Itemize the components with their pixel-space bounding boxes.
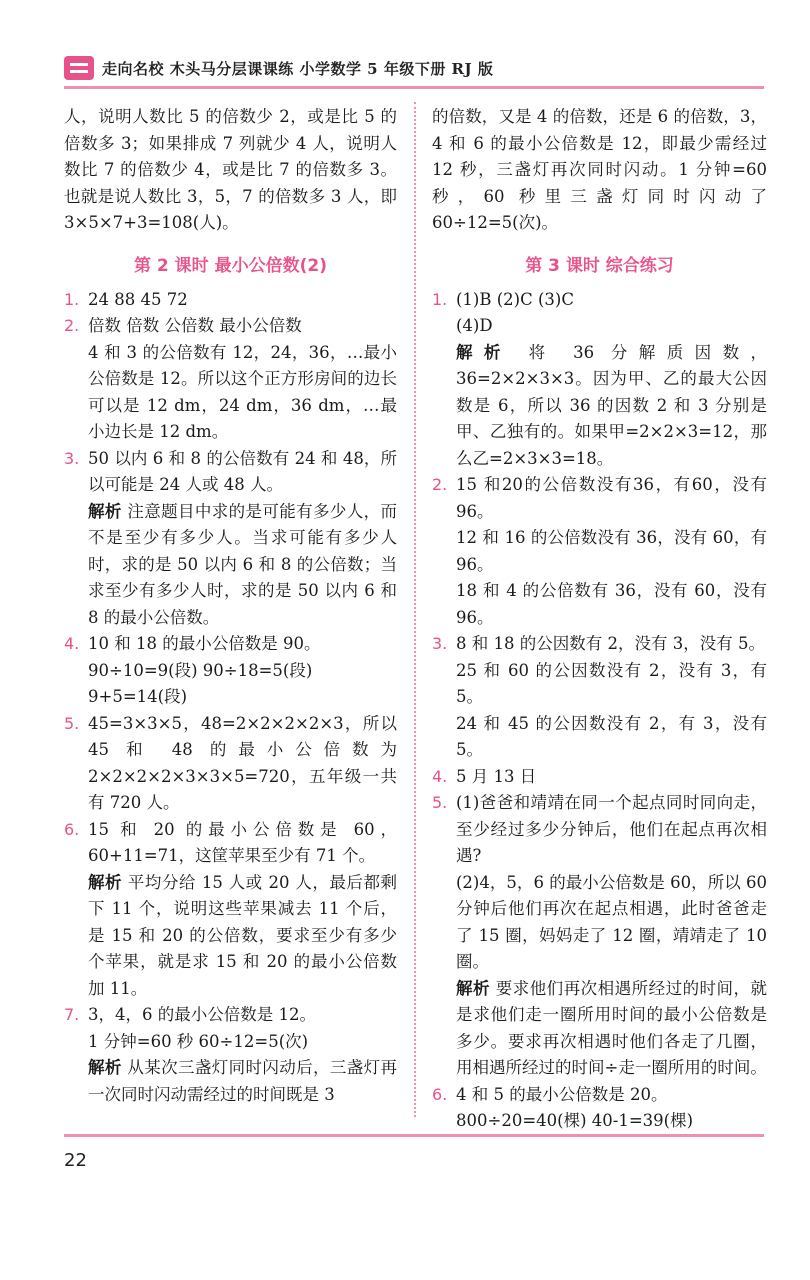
item-line: 15 和 20 的最小公倍数是 60，60+11=71，这筐苹果至少有 71 个。 [88, 819, 397, 865]
analysis-text: 将 36 分解质因数，36=2×2×3×3。因为甲、乙的最大公因数是 6，所以 36 的因数 2 和 3 分别是甲、乙独有的。如果甲=2×2×3=12，那么乙=2×3×3=18。 [456, 342, 768, 468]
item-line: 4 和 3 的公倍数有 12，24，36，…最小公倍数是 12。所以这个正方形房间的边长可以是 12 dm，24 dm，36 dm，…最小边长是 12 dm。 [88, 342, 397, 441]
item-line: 90÷10=9(段) 90÷18=5(段) [88, 660, 313, 680]
page-header [64, 48, 764, 94]
left-item-7 [64, 1002, 397, 1108]
item-number: 1. [64, 289, 80, 309]
item-number: 3. [64, 448, 80, 468]
item-line: 4 和 5 的最小公倍数是 20。 [456, 1084, 668, 1104]
right-section-title: 第 3 课时 综合练习 [525, 255, 674, 276]
item-line: 1 分钟=60 秒 60÷12=5(次) [88, 1031, 309, 1051]
right-item-6 [432, 1082, 767, 1135]
item-number: 3. [432, 634, 448, 653]
item-line: 9+5=14(段) [88, 687, 188, 706]
item-number: 5. [432, 793, 448, 812]
analysis-note [88, 1055, 397, 1108]
item-number: 2. [432, 475, 448, 494]
item-line: 24 88 45 72 [88, 289, 188, 309]
item-number: 4. [432, 766, 448, 786]
analysis-label: 解析 [456, 342, 512, 362]
item-number: 7. [64, 1005, 80, 1024]
analysis-label: 解析 [88, 501, 122, 521]
item-number: 1. [432, 289, 448, 309]
analysis-note [88, 499, 397, 632]
item-line: 18 和 4 的公倍数有 36，没有 60，没有 96。 [456, 581, 767, 627]
item-line: 45=3×3×5，48=2×2×2×2×3，所以 45 和 48 的最小公倍数为 2×2×2×2×3×3×5=720，五年级一共有 720 人。 [88, 713, 397, 812]
item-line: 50 以内 6 和 8 的公倍数有 24 和 48，所以可能是 24 人或 48 人。 [88, 448, 397, 494]
analysis-note [456, 340, 767, 473]
header-rule [64, 86, 764, 89]
left-section-title: 第 2 课时 最小公倍数(2) [134, 255, 327, 276]
left-item-1 [64, 287, 397, 314]
analysis-text: 从某次三盏灯同时闪动后，三盏灯再一次同时闪动需经过的时间既是 3 [88, 1058, 397, 1104]
item-line: (2)4，5，6 的最小公倍数是 60，所以 60 分钟后他们再次在起点相遇，此时爸爸走了 15 圈，妈妈走了 12 圈，靖靖走了 10 圈。 [456, 872, 767, 971]
right-item-2 [432, 472, 767, 631]
item-line: (4)D [456, 316, 493, 335]
analysis-text: 要求他们再次相遇所经过的时间，就是求他们走一圈所用时间的最小公倍数是多少。要求再次相遇时他们各走了几圈，用相遇所经过的时间÷走一圈所用的时间。 [456, 978, 768, 1077]
left-item-6 [64, 817, 397, 1003]
item-line: 10 和 18 的最小公倍数是 90。 [88, 634, 321, 653]
right-item-4 [432, 764, 767, 791]
item-line: 12 和 16 的公倍数没有 36，没有 60，有 96。 [456, 528, 767, 574]
item-line: 3，4，6 的最小公倍数是 12。 [88, 1005, 316, 1024]
analysis-text: 平均分给 15 人或 20 人，最后都剩下 11 个，说明这些苹果减去 11 个后，是 15 和 20 的公倍数，要求至少有多少个苹果，就是求 15 和 20 的最小公倍数加 11。 [88, 872, 397, 998]
analysis-note [88, 870, 397, 1003]
book-logo-icon [64, 56, 94, 80]
item-line: 800÷20=40(棵) 40-1=39(棵) [456, 1111, 694, 1130]
left-column [64, 104, 397, 1108]
item-line: 25 和 60 的公因数没有 2，没有 3，有 5。 [456, 660, 767, 706]
right-item-3 [432, 631, 767, 764]
analysis-label: 解析 [88, 872, 123, 892]
item-number: 6. [432, 1084, 448, 1104]
right-item-1 [432, 287, 767, 473]
page-number: 22 [64, 1150, 87, 1171]
footer-rule [64, 1134, 764, 1137]
analysis-label: 解析 [88, 1058, 122, 1077]
column-divider [414, 102, 416, 1117]
right-column [432, 104, 767, 1135]
analysis-text: 注意题目中求的是可能有多少人，而不是至少有多少人。当求可能有多少人时，求的是 50 以内 6 和 8 的公倍数；当求至少有多少人时，求的是 50 以内 6 和 8 的最小公倍数。 [88, 501, 397, 627]
right-item-5 [432, 790, 767, 1082]
right-intro: 的倍数，又是 4 的倍数，还是 6 的倍数，3，4 和 6 的最小公倍数是 12，即最少需经过 12 秒，三盏灯再次同时闪动。1 分钟=60 秒，60 秒里三盏灯同时闪动了 60÷12=5(次)。 [432, 107, 767, 232]
left-item-5 [64, 711, 397, 817]
item-line: (1)爸爸和靖靖在同一个起点同时同向走，至少经过多少分钟后，他们在起点再次相遇? [456, 793, 767, 865]
item-number: 4. [64, 634, 80, 653]
left-intro: 人，说明人数比 5 的倍数少 2，或是比 5 的倍数多 3；如果排成 7 列就少 4 人，说明人数比 7 的倍数少 4，或是比 7 的倍数多 3。也就是说人数比 3，5，7 的倍数多 3 人，即 3×5×7+3=108(人)。 [64, 107, 397, 232]
analysis-note [456, 976, 767, 1082]
item-line: 24 和 45 的公因数没有 2，有 3，没有 5。 [456, 713, 767, 759]
item-line: 5 月 13 日 [456, 766, 537, 786]
item-number: 6. [64, 819, 80, 839]
left-item-2 [64, 313, 397, 446]
left-item-4 [64, 631, 397, 711]
item-line: 倍数 倍数 公倍数 最小公倍数 [88, 316, 302, 335]
item-number: 2. [64, 316, 80, 335]
left-item-3 [64, 446, 397, 632]
item-number: 5. [64, 713, 80, 733]
analysis-label: 解析 [456, 978, 490, 998]
item-line: 8 和 18 的公因数有 2，没有 3，没有 5。 [456, 634, 765, 653]
item-line: (1)B (2)C (3)C [456, 289, 574, 309]
header-title: 走向名校 木头马分层课课练 小学数学 5 年级下册 RJ 版 [102, 60, 494, 78]
item-line: 15 和20的公倍数没有36，有60，没有 96。 [456, 475, 767, 521]
